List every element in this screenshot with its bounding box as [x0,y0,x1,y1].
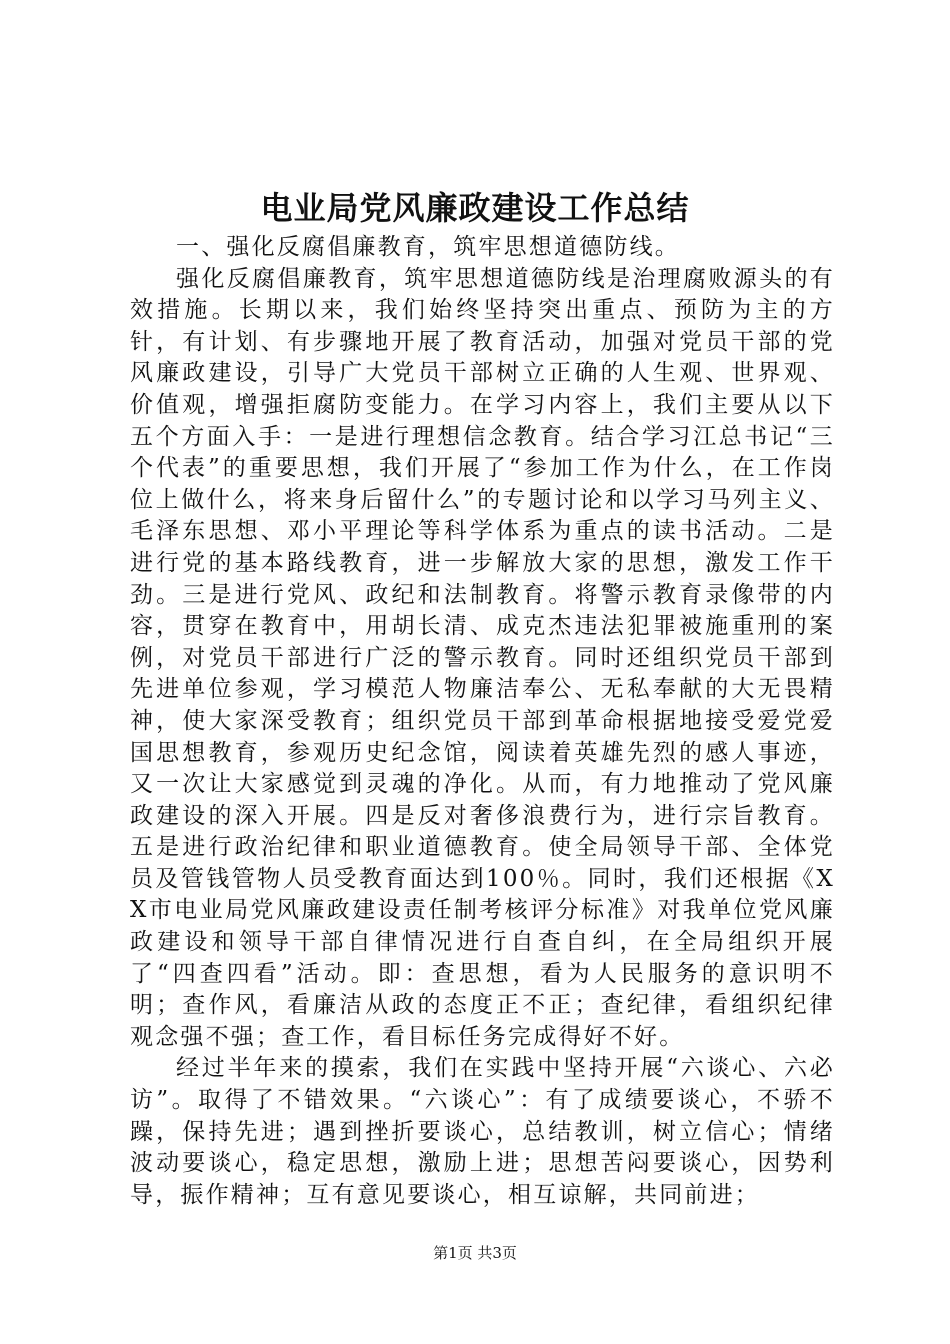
body-paragraph: 经过半年来的摸索，我们在实践中坚持开展“六谈心、六必访”。取得了不错效果。“六谈心”：有了成绩要谈心，不骄不躁，保持先进；遇到挫折要谈心，总结教训，树立信心；情绪波动要谈心，稳定思想，激励上进；思想苦闷要谈心，因势利导，振作精神；互有意见要谈心，相互谅解，共同前进； [130,1055,835,1208]
section-heading-paragraph: 一、强化反腐倡廉教育，筑牢思想道德防线。 [176,234,680,260]
document-title: 电业局党风廉政建设工作总结 [260,189,690,227]
body-paragraph: 强化反腐倡廉教育，筑牢思想道德防线是治理腐败源头的有效措施。长期以来，我们始终坚持突出重点、预防为主的方针，有计划、有步骤地开展了教育活动，加强对党员干部的党风廉政建设，引导广大党员干部树立正确的人生观、世界观、价值观，增强拒腐防变能力。在学习内容上，我们主要从以下五个方面入手：一是进行理想信念教育。结合学习江总书记“三个代表”的重要思想，我们开展了“参加工作为什么，在工作岗位上做什么，将来身后留什么”的专题讨论和以学习马列主义、毛泽东思想、邓小平理论等科学体系为重点的读书活动。二是进行党的基本路线教育，进一步解放大家的思想，激发工作干劲。三是进行党风、政纪和法制教育。将警示教育录像带的内容，贯穿在教育中，用胡长清、成克杰违法犯罪被施重刑的案例，对党员干部进行广泛的警示教育。同时还组织党员干部到先进单位参观，学习模范人物廉洁奉公、无私奉献的大无畏精神，使大家深受教育；组织党员干部到革命根据地接受爱党爱国思想教育，参观历史纪念馆，阅读着英雄先烈的感人事迹，又一次让大家感觉到灵魂的净化。从而，有力地推动了党风廉政建设的深入开展。四是反对奢侈浪费行为，进行宗旨教育。五是进行政治纪律和职业道德教育。使全局领导干部、全体党员及管钱管物人员受教育面达到100％。同时，我们还根据《XX市电业局党风廉政建设责任制考核评分标准》对我单位党风廉政建设和领导干部自律情况进行自查自纠，在全局组织开展了“四查四看”活动。即：查思想，看为人民服务的意识明不明；查作风，看廉洁从政的态度正不正；查纪律，看组织纪律观念强不强；查工作，看目标任务完成得好不好。 [130,265,835,1050]
page-number-footer: 第1页 共3页 [433,1244,517,1262]
document-body [130,232,835,1211]
